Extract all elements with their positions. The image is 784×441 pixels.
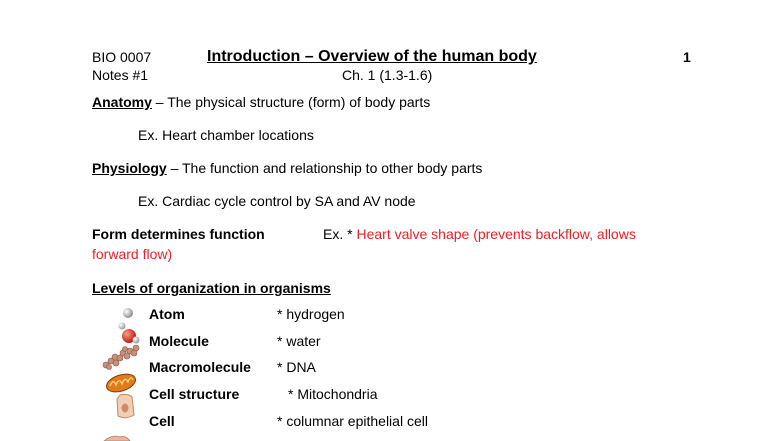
anatomy-definition-line <box>92 94 430 110</box>
page-title: Introduction – Overview of the human body <box>207 48 537 65</box>
page-number: 1 <box>683 49 691 65</box>
level-example: * columnar epithelial cell <box>277 413 428 429</box>
macromolecule-icon <box>101 343 141 371</box>
physiology-example: Ex. Cardiac cycle control by SA and AV node <box>138 193 416 209</box>
form-function-example <box>323 226 636 242</box>
form-function-example-prefix: Ex. * <box>323 226 357 242</box>
level-name: Molecule <box>149 333 209 349</box>
course-code: BIO 0007 <box>92 49 152 65</box>
anatomy-definition: – The physical structure (form) of body parts <box>151 94 431 110</box>
level-example: * Mitochondria <box>288 386 378 402</box>
chapter-reference: Ch. 1 (1.3-1.6) <box>342 67 433 83</box>
anatomy-term: Anatomy <box>92 94 152 110</box>
form-function-example-text: Heart valve shape (prevents backflow, allows <box>356 226 636 242</box>
tissue-icon <box>102 434 132 441</box>
form-function-heading: Form determines function <box>92 226 265 242</box>
level-name: Macromolecule <box>149 359 251 375</box>
physiology-term: Physiology <box>92 160 167 176</box>
cell-icon <box>114 393 138 421</box>
physiology-definition: – The function and relationship to other body parts <box>166 160 483 176</box>
anatomy-example: Ex. Heart chamber locations <box>138 127 314 143</box>
form-function-example-continued: forward flow) <box>92 246 173 262</box>
physiology-definition-line <box>92 160 482 176</box>
notes-number: Notes #1 <box>92 67 149 83</box>
level-example: * DNA <box>277 359 316 375</box>
level-name: Cell structure <box>149 386 240 402</box>
levels-heading: Levels of organization in organisms <box>92 280 331 296</box>
atom-icon <box>120 305 136 321</box>
level-example: * hydrogen <box>277 306 345 322</box>
level-name: Atom <box>149 306 185 322</box>
mitochondria-icon <box>104 372 138 394</box>
level-name: Cell <box>149 413 175 429</box>
level-example: * water <box>277 333 321 349</box>
